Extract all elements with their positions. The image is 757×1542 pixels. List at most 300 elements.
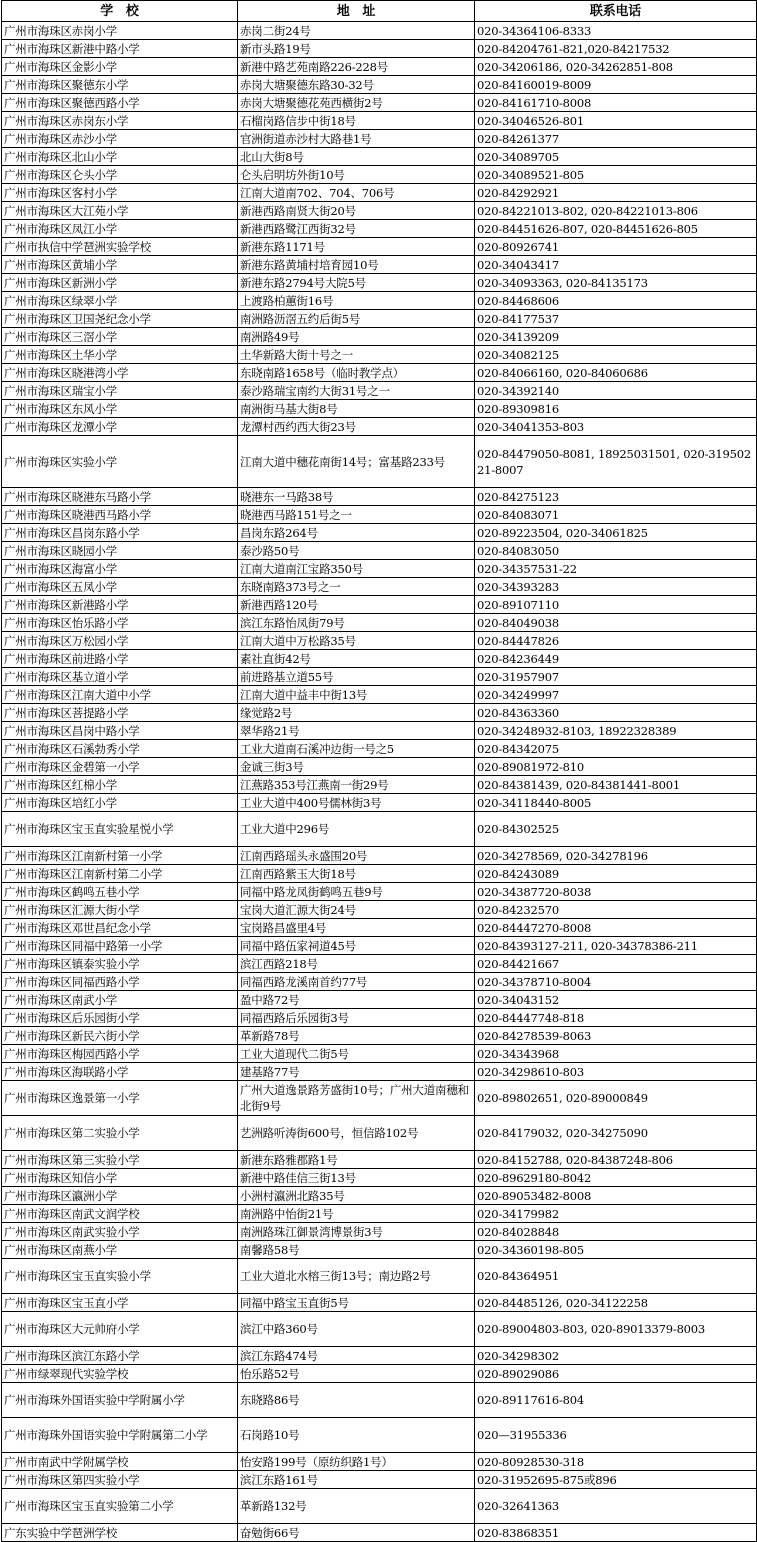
phone-cell: 020-34093363, 020-84135173 (475, 274, 757, 292)
address-cell: 江南西路瑶头永盛围20号 (238, 847, 475, 865)
phone-cell: 020-34298302 (475, 1347, 757, 1365)
school-cell: 广州市海珠区后乐园街小学 (2, 1009, 238, 1027)
address-cell: 小洲村瀛洲北路35号 (238, 1187, 475, 1205)
school-cell: 广州市海珠区黄埔小学 (2, 256, 238, 274)
phone-cell: 020-34360198-805 (475, 1241, 757, 1259)
school-cell: 广州市海珠区菩提路小学 (2, 704, 238, 722)
school-cell: 广州市南武中学附属学校 (2, 1453, 238, 1471)
table-row (2, 991, 757, 1009)
table-row (2, 614, 757, 632)
address-cell: 赤岗大塘聚德花苑西横街2号 (238, 94, 475, 112)
address-cell: 石岗路10号 (238, 1418, 475, 1453)
table-row (2, 292, 757, 310)
table-row (2, 919, 757, 937)
table-row (2, 1205, 757, 1223)
school-cell: 广州市海珠区赤岗小学 (2, 22, 238, 40)
address-cell: 江南西路紫玉大街18号 (238, 865, 475, 883)
school-cell: 广州市海珠区南武实验小学 (2, 1223, 238, 1241)
phone-cell: 020-31952695-875或896 (475, 1471, 757, 1489)
address-cell: 江南大道南江宝路350号 (238, 560, 475, 578)
school-cell: 广州市海珠区绿翠小学 (2, 292, 238, 310)
school-cell: 广州市海珠区聚德西路小学 (2, 94, 238, 112)
address-cell: 东晓南路1658号（临时教学点） (238, 364, 475, 382)
phone-cell: 020-84447826 (475, 632, 757, 650)
address-cell: 仑头启明坊外街10号 (238, 166, 475, 184)
address-cell: 革新路132号 (238, 1489, 475, 1524)
phone-cell: 020-84421667 (475, 955, 757, 973)
phone-cell: 020-34357531-22 (475, 560, 757, 578)
table-row (2, 901, 757, 919)
phone-cell: 020-89053482-8008 (475, 1187, 757, 1205)
school-cell: 广州市海珠区新民六街小学 (2, 1027, 238, 1045)
school-cell: 广州市海珠区汇源大街小学 (2, 901, 238, 919)
phone-cell: 020-89029086 (475, 1365, 757, 1383)
table-row (2, 1418, 757, 1453)
phone-cell: 020-32641363 (475, 1489, 757, 1524)
school-cell: 广州市海珠区昌岗东路小学 (2, 524, 238, 542)
table-row (2, 1312, 757, 1347)
phone-cell: 020-84179032, 020-34275090 (475, 1116, 757, 1151)
school-cell: 广州市海珠区新港中路小学 (2, 40, 238, 58)
phone-cell: 020-84221013-802, 020-84221013-806 (475, 202, 757, 220)
school-cell: 广州市海珠区赤岗东小学 (2, 112, 238, 130)
table-row (2, 1259, 757, 1294)
table-row (2, 1187, 757, 1205)
address-cell: 滨江西路218号 (238, 955, 475, 973)
header-row (2, 1, 757, 22)
school-contact-table (1, 0, 757, 1542)
phone-cell: 020-89117616-804 (475, 1383, 757, 1418)
school-cell: 广州市海珠区石溪勃秀小学 (2, 740, 238, 758)
table-row (2, 722, 757, 740)
table-row (2, 112, 757, 130)
phone-cell: 020-89004803-803, 020-89013379-8003 (475, 1312, 757, 1347)
table-row (2, 1009, 757, 1027)
phone-cell: 020-84161710-8008 (475, 94, 757, 112)
address-cell: 新港东路1171号 (238, 238, 475, 256)
phone-cell: 020-84292921 (475, 184, 757, 202)
phone-cell: 020-34089705 (475, 148, 757, 166)
school-cell: 广州市海珠区海富小学 (2, 560, 238, 578)
address-cell: 江南大道南702、704、706号 (238, 184, 475, 202)
phone-cell: 020-34089521-805 (475, 166, 757, 184)
school-cell: 广州市海珠区北山小学 (2, 148, 238, 166)
phone-cell: 020-34298610-803 (475, 1063, 757, 1081)
address-cell: 石榴岗路信步中街18号 (238, 112, 475, 130)
phone-cell: 020-34249997 (475, 686, 757, 704)
school-cell: 广州市海珠区赤沙小学 (2, 130, 238, 148)
table-row (2, 202, 757, 220)
table-row (2, 148, 757, 166)
table-row (2, 382, 757, 400)
table-row (2, 184, 757, 202)
address-cell: 江南大道中穗花南街14号；富基路233号 (238, 436, 475, 488)
address-cell: 同福中路龙凤街鹤鸣五巷9号 (238, 883, 475, 901)
phone-cell: 020-84393127-211, 020-34378386-211 (475, 937, 757, 955)
address-cell: 官洲街道赤沙村大路巷1号 (238, 130, 475, 148)
address-cell: 新港东路黄埔村培育园10号 (238, 256, 475, 274)
phone-cell: 020-84278539-8063 (475, 1027, 757, 1045)
school-cell: 广州市海珠区新港路小学 (2, 596, 238, 614)
school-cell: 广州市海珠区大元帅府小学 (2, 1312, 238, 1347)
phone-cell: 020-34206186, 020-34262851-808 (475, 58, 757, 76)
school-cell: 广州市海珠区宝玉直小学 (2, 1294, 238, 1312)
phone-cell: 020-84204761-821,020-84217532 (475, 40, 757, 58)
table-row (2, 955, 757, 973)
phone-cell: 020-84479050-8081, 18925031501, 020-31950221-8007 (475, 436, 757, 488)
table-row (2, 704, 757, 722)
header-school: 学 校 (2, 1, 238, 22)
phone-cell: 020-34364106-8333 (475, 22, 757, 40)
school-cell: 广州市海珠区晓园小学 (2, 542, 238, 560)
address-cell: 新港东路2794号大院5号 (238, 274, 475, 292)
phone-cell: 020-84232570 (475, 901, 757, 919)
address-cell: 翠华路21号 (238, 722, 475, 740)
table-row (2, 256, 757, 274)
table-row (2, 328, 757, 346)
address-cell: 东晓路86号 (238, 1383, 475, 1418)
address-cell: 南洲路珠江御景湾博景街3号 (238, 1223, 475, 1241)
school-cell: 广州市海珠区聚德东小学 (2, 76, 238, 94)
phone-cell: 020-34179982 (475, 1205, 757, 1223)
address-cell: 滨江东路怡凤街79号 (238, 614, 475, 632)
school-cell: 广州市绿翠现代实验学校 (2, 1365, 238, 1383)
phone-cell: 020-84381439, 020-84381441-8001 (475, 776, 757, 794)
address-cell: 新市头路19号 (238, 40, 475, 58)
table-row (2, 1524, 757, 1542)
address-cell: 革新路78号 (238, 1027, 475, 1045)
school-cell: 广州市海珠区红棉小学 (2, 776, 238, 794)
phone-cell: 020-34378710-8004 (475, 973, 757, 991)
school-cell: 广州市海珠区土华小学 (2, 346, 238, 364)
address-cell: 工业大道南石溪冲边街一号之5 (238, 740, 475, 758)
school-cell: 广州市海珠区邓世昌纪念小学 (2, 919, 238, 937)
school-cell: 广东实验中学琶洲学校 (2, 1524, 238, 1542)
school-cell: 广州市海珠外国语实验中学附属第二小学 (2, 1418, 238, 1453)
school-cell: 广州市海珠区南燕小学 (2, 1241, 238, 1259)
address-cell: 滨江东路474号 (238, 1347, 475, 1365)
address-cell: 泰沙路50号 (238, 542, 475, 560)
address-cell: 晓港东一马路38号 (238, 488, 475, 506)
phone-cell: 020-89309816 (475, 400, 757, 418)
address-cell: 南洲路中怡街21号 (238, 1205, 475, 1223)
phone-cell: 020-89629180-8042 (475, 1169, 757, 1187)
phone-cell: 020-84363360 (475, 704, 757, 722)
address-cell: 怡安路199号（原纺织路1号） (238, 1453, 475, 1471)
table-row (2, 758, 757, 776)
phone-cell: 020-80928530-318 (475, 1453, 757, 1471)
table-row (2, 1365, 757, 1383)
table-row (2, 776, 757, 794)
header-phone: 联系电话 (475, 1, 757, 22)
school-cell: 广州市海珠区同福中路第一小学 (2, 937, 238, 955)
address-cell: 同福中路伍家祠道45号 (238, 937, 475, 955)
school-cell: 广州市海珠区知信小学 (2, 1169, 238, 1187)
phone-cell: 020-34392140 (475, 382, 757, 400)
school-cell: 广州市海珠区第四实验小学 (2, 1471, 238, 1489)
address-cell: 怡乐路52号 (238, 1365, 475, 1383)
phone-cell: 020-34248932-8103, 18922328389 (475, 722, 757, 740)
table-row (2, 973, 757, 991)
phone-cell: 020-31957907 (475, 668, 757, 686)
school-cell: 广州市海珠区南武小学 (2, 991, 238, 1009)
school-cell: 广州市海珠区瑞宝小学 (2, 382, 238, 400)
phone-cell: 020-84243089 (475, 865, 757, 883)
table-row (2, 812, 757, 847)
school-cell: 广州市海珠区宝玉直实验第二小学 (2, 1489, 238, 1524)
school-cell: 广州市海珠区昌岗中路小学 (2, 722, 238, 740)
address-cell: 广州大道逸景路芳盛街10号；广州大道南穗和北街9号 (238, 1081, 475, 1116)
table-row (2, 238, 757, 256)
table-row (2, 436, 757, 488)
phone-cell: 020-84447748-818 (475, 1009, 757, 1027)
address-cell: 泰沙路瑞宝南约大街31号之一 (238, 382, 475, 400)
header-address: 地 址 (238, 1, 475, 22)
address-cell: 盈中路72号 (238, 991, 475, 1009)
address-cell: 同福西路龙溪南首约77号 (238, 973, 475, 991)
phone-cell: 020-34387720-8038 (475, 883, 757, 901)
table-row (2, 22, 757, 40)
phone-cell: 020-34343968 (475, 1045, 757, 1063)
table-row (2, 1223, 757, 1241)
phone-cell: 020-34043152 (475, 991, 757, 1009)
table-row (2, 1151, 757, 1169)
table-row (2, 58, 757, 76)
table-row (2, 632, 757, 650)
school-cell: 广州市执信中学琶洲实验学校 (2, 238, 238, 256)
phone-cell: 020-84485126, 020-34122258 (475, 1294, 757, 1312)
phone-cell: 020-89223504, 020-34061825 (475, 524, 757, 542)
address-cell: 新港东路雅郡路1号 (238, 1151, 475, 1169)
school-cell: 广州市海珠区江南大道中小学 (2, 686, 238, 704)
phone-cell: 020-34082125 (475, 346, 757, 364)
address-cell: 新港中路佳信三街13号 (238, 1169, 475, 1187)
address-cell: 同福中路宝玉直街5号 (238, 1294, 475, 1312)
table-row (2, 418, 757, 436)
table-row (2, 506, 757, 524)
address-cell: 北山大街8号 (238, 148, 475, 166)
table-row (2, 542, 757, 560)
phone-cell: 020-34393283 (475, 578, 757, 596)
school-cell: 广州市海珠区宝玉直实验小学 (2, 1259, 238, 1294)
address-cell: 南洲路49号 (238, 328, 475, 346)
phone-cell: 020-89802651, 020-89000849 (475, 1081, 757, 1116)
phone-cell: 020-84049038 (475, 614, 757, 632)
table-row (2, 346, 757, 364)
address-cell: 奋勉街66号 (238, 1524, 475, 1542)
address-cell: 龙潭村西约西大街23号 (238, 418, 475, 436)
table-row (2, 686, 757, 704)
school-cell: 广州市海珠区晓港东马路小学 (2, 488, 238, 506)
phone-cell: 020-84083071 (475, 506, 757, 524)
table-row (2, 578, 757, 596)
address-cell: 江南大道中益丰中街13号 (238, 686, 475, 704)
phone-cell: 020-84275123 (475, 488, 757, 506)
school-cell: 广州市海珠区第三实验小学 (2, 1151, 238, 1169)
table-row (2, 1383, 757, 1418)
table-row (2, 1169, 757, 1187)
school-cell: 广州市海珠区瀛洲小学 (2, 1187, 238, 1205)
school-cell: 广州市海珠区第二实验小学 (2, 1116, 238, 1151)
table-row (2, 524, 757, 542)
school-cell: 广州市海珠区基立道小学 (2, 668, 238, 686)
address-cell: 新港西路南贤大街20号 (238, 202, 475, 220)
address-cell: 工业大道北水榕三街13号；南边路2号 (238, 1259, 475, 1294)
address-cell: 赤岗二街24号 (238, 22, 475, 40)
table-row (2, 130, 757, 148)
address-cell: 素社直街42号 (238, 650, 475, 668)
table-row (2, 364, 757, 382)
table-row (2, 560, 757, 578)
school-cell: 广州市海珠区培红小学 (2, 794, 238, 812)
table-row (2, 1241, 757, 1259)
table-row (2, 740, 757, 758)
table-row (2, 1081, 757, 1116)
address-cell: 工业大道现代二街5号 (238, 1045, 475, 1063)
table-row (2, 1489, 757, 1524)
address-cell: 同福西路后乐园街3号 (238, 1009, 475, 1027)
phone-cell: 020—31955336 (475, 1418, 757, 1453)
school-cell: 广州市海珠区江南新村第二小学 (2, 865, 238, 883)
school-cell: 广州市海珠区新洲小学 (2, 274, 238, 292)
school-cell: 广州市海珠区万松园小学 (2, 632, 238, 650)
school-cell: 广州市海珠区逸景第一小学 (2, 1081, 238, 1116)
table-row (2, 166, 757, 184)
address-cell: 昌岗东路264号 (238, 524, 475, 542)
address-cell: 江燕路353号江燕南一街29号 (238, 776, 475, 794)
address-cell: 东晓南路373号之一 (238, 578, 475, 596)
address-cell: 南洲路沥滘五约后街5号 (238, 310, 475, 328)
address-cell: 前进路基立道55号 (238, 668, 475, 686)
address-cell: 新港西路120号 (238, 596, 475, 614)
phone-cell: 020-84177537 (475, 310, 757, 328)
school-cell: 广州市海珠区滨江东路小学 (2, 1347, 238, 1365)
address-cell: 宝岗路昌盛里4号 (238, 919, 475, 937)
phone-cell: 020-84302525 (475, 812, 757, 847)
school-cell: 广州市海珠区客村小学 (2, 184, 238, 202)
table-row (2, 310, 757, 328)
address-cell: 南洲街马基大街8号 (238, 400, 475, 418)
school-cell: 广州市海珠区晓港湾小学 (2, 364, 238, 382)
school-cell: 广州市海珠区卫国尧纪念小学 (2, 310, 238, 328)
table-row (2, 1063, 757, 1081)
table-row (2, 937, 757, 955)
phone-cell: 020-84066160, 020-84060686 (475, 364, 757, 382)
phone-cell: 020-84236449 (475, 650, 757, 668)
school-cell: 广州市海珠区梅园西路小学 (2, 1045, 238, 1063)
school-cell: 广州市海珠区晓港西马路小学 (2, 506, 238, 524)
address-cell: 江南大道中万松路35号 (238, 632, 475, 650)
school-cell: 广州市海珠区怡乐路小学 (2, 614, 238, 632)
phone-cell: 020-84261377 (475, 130, 757, 148)
address-cell: 滨江东路161号 (238, 1471, 475, 1489)
table-row (2, 1471, 757, 1489)
table-row (2, 883, 757, 901)
table-row (2, 1347, 757, 1365)
school-cell: 广州市海珠区龙潭小学 (2, 418, 238, 436)
address-cell: 工业大道中296号 (238, 812, 475, 847)
address-cell: 缘觉路2号 (238, 704, 475, 722)
school-cell: 广州市海珠区金碧第一小学 (2, 758, 238, 776)
phone-cell: 020-34046526-801 (475, 112, 757, 130)
address-cell: 新港中路艺苑南路226-228号 (238, 58, 475, 76)
table-row (2, 1453, 757, 1471)
address-cell: 宝岗大道汇源大街24号 (238, 901, 475, 919)
table-row (2, 488, 757, 506)
address-cell: 工业大道中400号儒林街3号 (238, 794, 475, 812)
phone-cell: 020-34041353-803 (475, 418, 757, 436)
phone-cell: 020-83868351 (475, 1524, 757, 1542)
school-cell: 广州市海珠区前进路小学 (2, 650, 238, 668)
school-cell: 广州市海珠区东风小学 (2, 400, 238, 418)
school-cell: 广州市海珠区凤江小学 (2, 220, 238, 238)
school-cell: 广州市海珠区仑头小学 (2, 166, 238, 184)
table-row (2, 40, 757, 58)
phone-cell: 020-84083050 (475, 542, 757, 560)
phone-cell: 020-84160019-8009 (475, 76, 757, 94)
table-row (2, 794, 757, 812)
school-cell: 广州市海珠区同福西路小学 (2, 973, 238, 991)
table-row (2, 847, 757, 865)
school-cell: 广州市海珠区鹤鸣五巷小学 (2, 883, 238, 901)
school-cell: 广州市海珠区江南新村第一小学 (2, 847, 238, 865)
phone-cell: 020-84364951 (475, 1259, 757, 1294)
address-cell: 晓港西马路151号之一 (238, 506, 475, 524)
phone-cell: 020-89107110 (475, 596, 757, 614)
table-row (2, 76, 757, 94)
phone-cell: 020-34118440-8005 (475, 794, 757, 812)
phone-cell: 020-34139209 (475, 328, 757, 346)
phone-cell: 020-34043417 (475, 256, 757, 274)
school-cell: 广州市海珠区镇泰实验小学 (2, 955, 238, 973)
phone-cell: 020-34278569, 020-34278196 (475, 847, 757, 865)
school-cell: 广州市海珠区五凤小学 (2, 578, 238, 596)
school-cell: 广州市海珠外国语实验中学附属小学 (2, 1383, 238, 1418)
address-cell: 艺洲路听涛街600号，恒信路102号 (238, 1116, 475, 1151)
table-row (2, 1027, 757, 1045)
address-cell: 新港西路鹭江西街32号 (238, 220, 475, 238)
school-cell: 广州市海珠区南武文润学校 (2, 1205, 238, 1223)
phone-cell: 020-84447270-8008 (475, 919, 757, 937)
phone-cell: 020-84342075 (475, 740, 757, 758)
table-row (2, 220, 757, 238)
table-row (2, 1116, 757, 1151)
school-cell: 广州市海珠区海联路小学 (2, 1063, 238, 1081)
table-row (2, 668, 757, 686)
table-row (2, 94, 757, 112)
table-row (2, 596, 757, 614)
address-cell: 建基路77号 (238, 1063, 475, 1081)
table-row (2, 865, 757, 883)
table-row (2, 1045, 757, 1063)
phone-cell: 020-89081972-810 (475, 758, 757, 776)
table-row (2, 1294, 757, 1312)
school-cell: 广州市海珠区宝玉直实验星悦小学 (2, 812, 238, 847)
phone-cell: 020-84468606 (475, 292, 757, 310)
address-cell: 赤岗大塘聚德东路30-32号 (238, 76, 475, 94)
address-cell: 土华新路大街十号之一 (238, 346, 475, 364)
school-cell: 广州市海珠区金影小学 (2, 58, 238, 76)
address-cell: 上渡路柏蕙街16号 (238, 292, 475, 310)
address-cell: 南馨路58号 (238, 1241, 475, 1259)
phone-cell: 020-84028848 (475, 1223, 757, 1241)
school-cell: 广州市海珠区三滘小学 (2, 328, 238, 346)
table-row (2, 650, 757, 668)
address-cell: 滨江中路360号 (238, 1312, 475, 1347)
address-cell: 金诚三街3号 (238, 758, 475, 776)
phone-cell: 020-84451626-807, 020-84451626-805 (475, 220, 757, 238)
school-cell: 广州市海珠区实验小学 (2, 436, 238, 488)
